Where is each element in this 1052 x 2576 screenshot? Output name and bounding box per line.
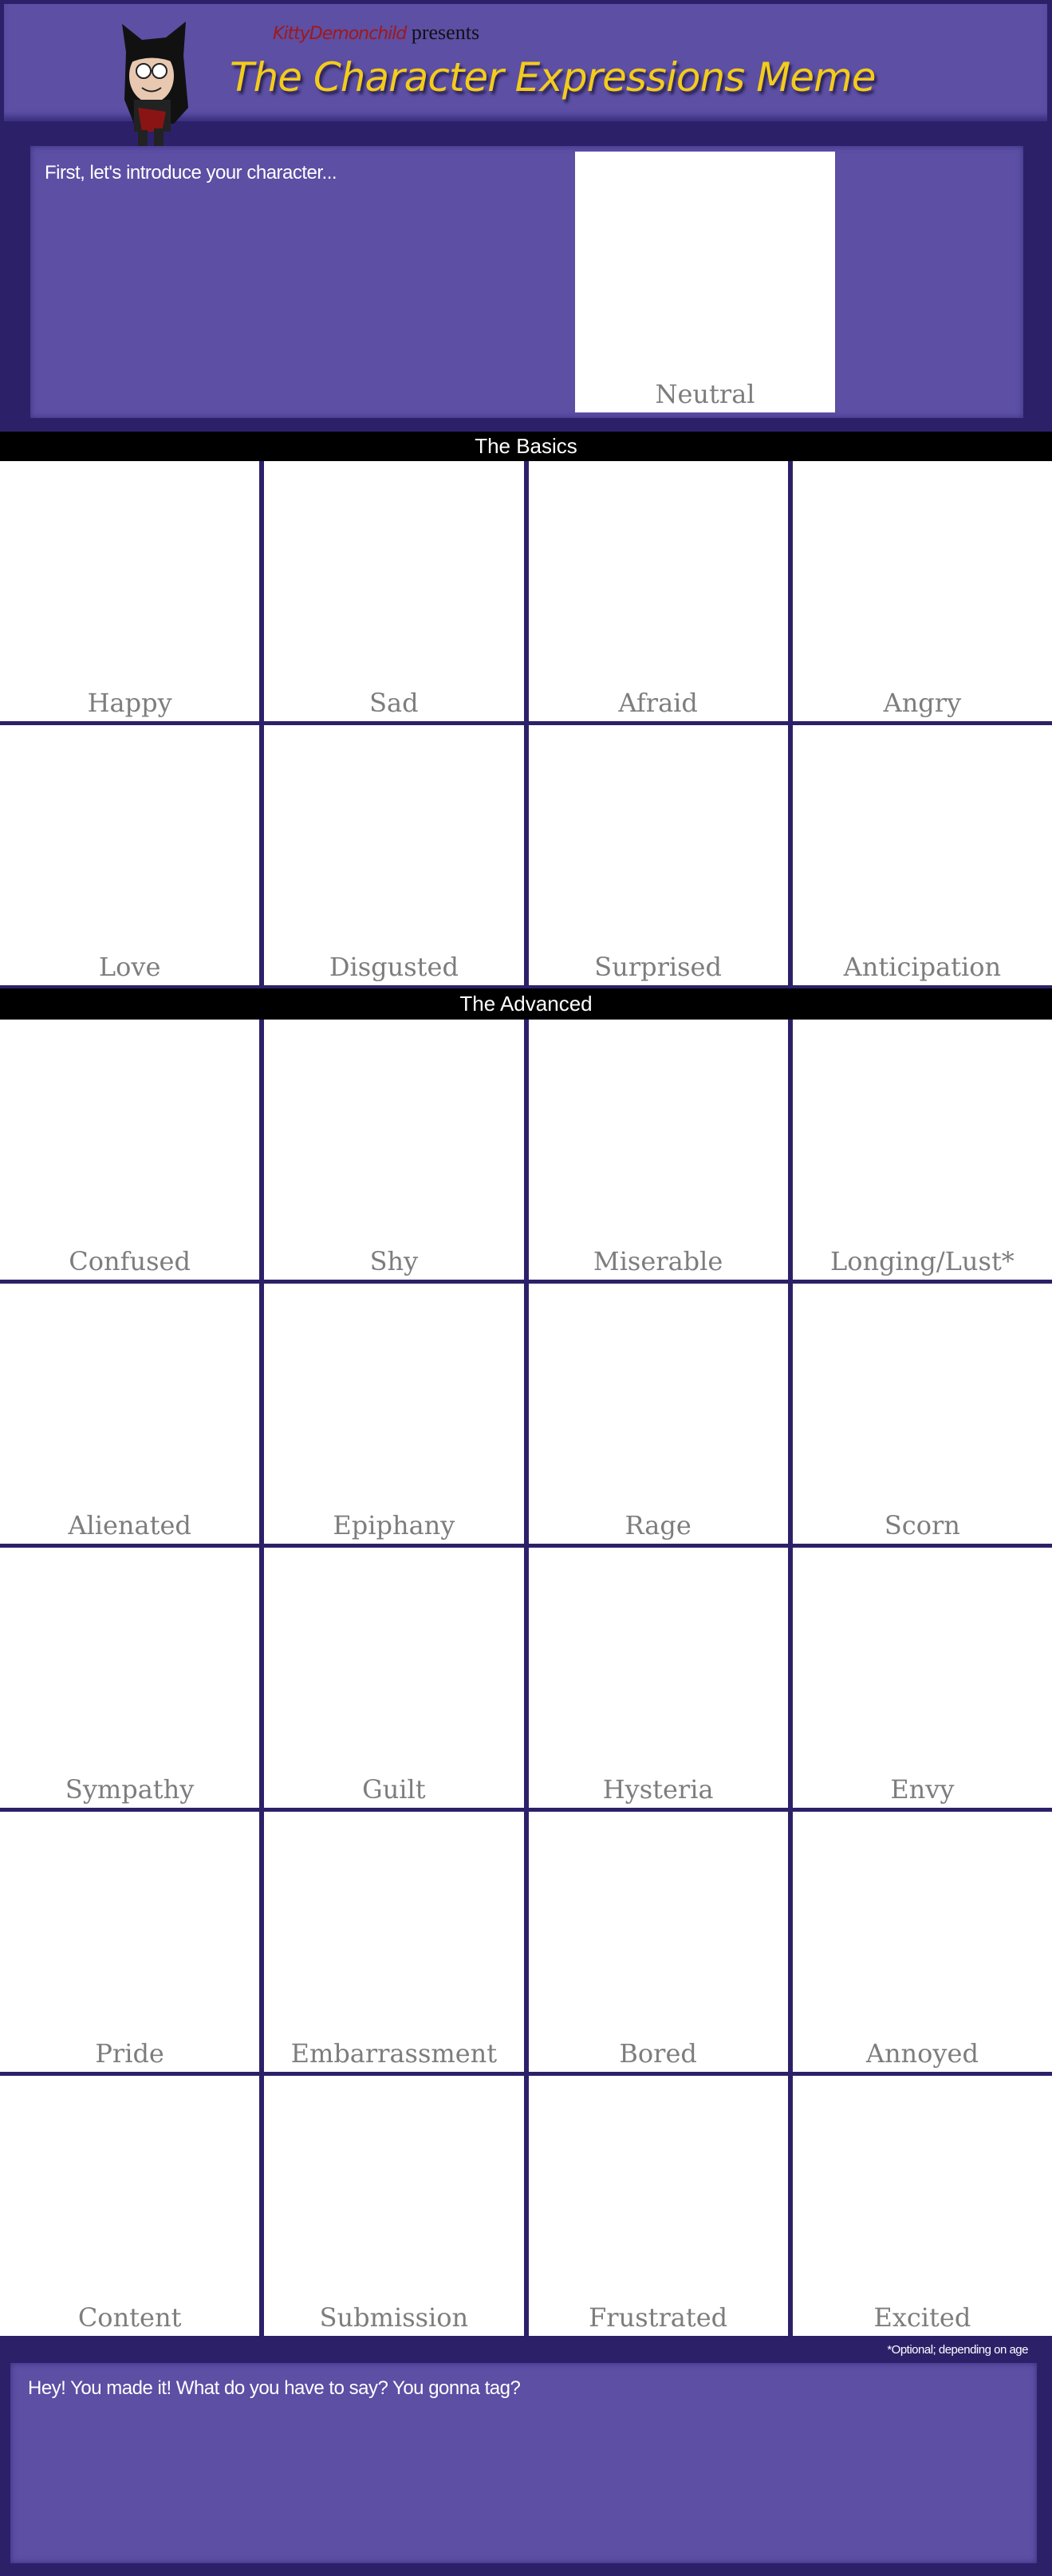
cell-label: Neutral	[655, 379, 755, 409]
expression-cell	[264, 2076, 523, 2336]
cell-label: Pride	[95, 2038, 164, 2069]
expression-cell	[793, 1812, 1052, 2072]
expression-cell	[529, 1812, 788, 2072]
expression-cell	[264, 1020, 523, 1280]
cell-label: Sad	[369, 688, 419, 718]
cell-label: Envy	[890, 1774, 955, 1805]
expression-cell	[0, 1548, 259, 1808]
page-title: The Character Expressions Meme	[230, 54, 876, 101]
cell-label: Disgusted	[329, 952, 459, 982]
cell-label: Content	[77, 2302, 182, 2333]
cell-label: Miserable	[593, 1246, 723, 1276]
cell-label: Happy	[87, 688, 172, 718]
cell-label: Hysteria	[602, 1774, 714, 1805]
expression-cell	[264, 1548, 523, 1808]
cell-label: Frustrated	[589, 2302, 728, 2333]
expression-cell	[0, 461, 259, 721]
cell-label: Embarrassment	[290, 2038, 498, 2069]
expression-cell	[0, 1284, 259, 1544]
expression-cell	[793, 2076, 1052, 2336]
cell-label: Shy	[369, 1246, 419, 1276]
expression-cell	[0, 725, 259, 985]
expression-cell	[529, 725, 788, 985]
presents-text: presents	[411, 21, 480, 44]
expression-cell	[529, 1548, 788, 1808]
expression-cell	[0, 1812, 259, 2072]
expression-cell	[529, 461, 788, 721]
cell-label: Confused	[69, 1246, 191, 1276]
outro-text: Hey! You made it! What do you have to say? You gonna tag?	[28, 2377, 521, 2399]
neutral-cell	[575, 152, 835, 412]
expression-cell	[264, 725, 523, 985]
mascot-character-icon	[110, 20, 198, 152]
cell-label: Rage	[625, 1510, 691, 1540]
expression-cell	[529, 1020, 788, 1280]
cell-label: Surprised	[594, 952, 722, 982]
outro-panel	[10, 2363, 1037, 2563]
footnote: *Optional; depending on age	[887, 2343, 1028, 2357]
intro-text: First, let's introduce your character...	[45, 162, 337, 183]
cell-label: Scorn	[884, 1510, 960, 1540]
cell-label: Sympathy	[65, 1774, 195, 1805]
expression-cell	[264, 1812, 523, 2072]
expression-cell	[793, 725, 1052, 985]
cell-label: Epiphany	[333, 1510, 455, 1540]
cell-label: Annoyed	[865, 2038, 979, 2069]
expression-cell	[264, 461, 523, 721]
advanced-grid	[0, 1020, 1052, 2336]
cell-label: Anticipation	[843, 952, 1002, 982]
basics-grid	[0, 461, 1052, 985]
expression-cell	[529, 2076, 788, 2336]
section-header-basics: The Basics	[0, 432, 1052, 461]
presents-line	[273, 21, 479, 45]
expression-cell	[0, 1020, 259, 1280]
cell-label: Afraid	[618, 688, 698, 718]
cell-label: Bored	[619, 2038, 697, 2069]
cell-label: Submission	[319, 2302, 469, 2333]
expression-cell	[264, 1284, 523, 1544]
intro-panel	[30, 146, 1023, 418]
section-header-advanced: The Advanced	[0, 988, 1052, 1020]
cell-label: Angry	[883, 688, 962, 718]
expression-cell	[793, 1284, 1052, 1544]
cell-label: Guilt	[362, 1774, 426, 1805]
author-name: KittyDemonchild	[273, 24, 407, 44]
cell-label: Alienated	[68, 1510, 191, 1540]
expression-cell	[0, 2076, 259, 2336]
expression-cell	[793, 461, 1052, 721]
cell-label: Longing/Lust*	[829, 1246, 1015, 1276]
expression-cell	[793, 1020, 1052, 1280]
expression-cell	[793, 1548, 1052, 1808]
expression-cell	[529, 1284, 788, 1544]
cell-label: Love	[98, 952, 161, 982]
cell-label: Excited	[873, 2302, 971, 2333]
